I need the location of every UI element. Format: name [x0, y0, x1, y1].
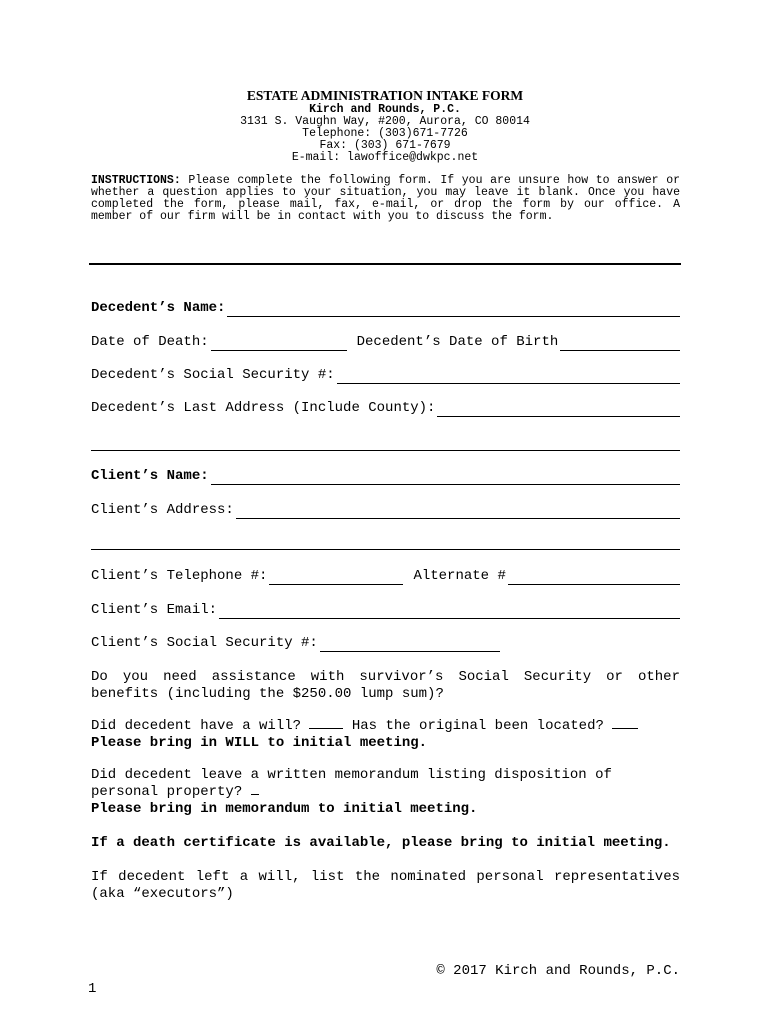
- original-located-question: Has the original been located?: [343, 718, 613, 734]
- bring-memo-note: Please bring in memorandum to initial meeting.: [91, 801, 478, 817]
- decedent-ssn-label: Decedent’s Social Security #:: [91, 367, 335, 383]
- original-located-field[interactable]: [612, 727, 638, 729]
- memo-answer-field[interactable]: [251, 793, 259, 795]
- memo-question: Did decedent leave a written memorandum listing disposition of personal property?: [91, 767, 612, 800]
- decedent-ssn-row: [91, 367, 680, 384]
- client-name-row: [91, 468, 680, 485]
- client-address-row: [91, 502, 680, 519]
- date-of-death-field[interactable]: [211, 336, 347, 351]
- firm-email: E-mail: lawoffice@dwkpc.net: [291, 151, 479, 164]
- client-ssn-field[interactable]: [320, 637, 500, 652]
- page-number: 1: [88, 981, 97, 997]
- death-dates-row: [91, 334, 680, 351]
- client-address-label: Client’s Address:: [91, 502, 234, 518]
- client-phone-row: [91, 568, 680, 585]
- executors-question: If decedent left a will, list the nominated personal representatives (aka “executors”): [91, 869, 680, 902]
- firm-name: Kirch and Rounds, P.C.: [309, 103, 461, 116]
- decedent-address-label: Decedent’s Last Address (Include County):: [91, 400, 436, 416]
- firm-fax: Fax: (303) 671-7679: [319, 139, 451, 152]
- decedent-dob-label: Decedent’s Date of Birth: [356, 334, 559, 350]
- section-divider: [89, 263, 681, 265]
- client-address-field[interactable]: [236, 504, 680, 519]
- client-email-label: Client’s Email:: [91, 602, 218, 618]
- will-answer-field[interactable]: [309, 727, 343, 729]
- client-address-line-2[interactable]: [91, 549, 680, 550]
- decedent-address-line-2[interactable]: [91, 450, 680, 451]
- decedent-ssn-field[interactable]: [337, 369, 680, 384]
- instructions-label: INSTRUCTIONS:: [91, 174, 181, 187]
- firm-address: 3131 S. Vaughn Way, #200, Aurora, CO 80014: [240, 115, 530, 128]
- memo-question-row: [91, 767, 680, 801]
- decedent-name-field[interactable]: [227, 302, 680, 317]
- alternate-phone-field[interactable]: [508, 570, 680, 585]
- decedent-name-label: Decedent’s Name:: [91, 300, 226, 316]
- decedent-address-row: [91, 400, 680, 417]
- will-question-row: [91, 718, 680, 735]
- date-of-death-label: Date of Death:: [91, 334, 209, 350]
- benefits-question: Do you need assistance with survivor’s Social Security or other benefits (including the $250.00 lump sum)?: [91, 669, 680, 702]
- firm-telephone: Telephone: (303)671-7726: [302, 127, 468, 140]
- client-email-row: [91, 602, 680, 619]
- instructions-paragraph: [91, 175, 680, 223]
- will-question: Did decedent have a will?: [91, 718, 310, 734]
- copyright-footer: © 2017 Kirch and Rounds, P.C.: [436, 963, 680, 979]
- alternate-phone-label: Alternate #: [413, 568, 506, 584]
- client-name-field[interactable]: [211, 470, 680, 485]
- instructions-text: Please complete the following form. If you are unsure how to answer or whether a question applies to your situation, you may leave it blank. Once you have completed the form, please mail, fax, e-mail, or drop the form by our office. A member of our firm will be in contact with you to discuss the form.: [91, 174, 680, 223]
- client-ssn-label: Client’s Social Security #:: [91, 635, 318, 651]
- form-header: [0, 88, 770, 164]
- bring-will-note: Please bring in WILL to initial meeting.: [91, 735, 428, 751]
- client-name-label: Client’s Name:: [91, 468, 209, 484]
- form-title: ESTATE ADMINISTRATION INTAKE FORM: [246, 88, 524, 103]
- death-certificate-note: If a death certificate is available, please bring to initial meeting.: [91, 835, 671, 851]
- decedent-name-row: [91, 300, 680, 317]
- client-ssn-row: [91, 635, 680, 652]
- decedent-dob-field[interactable]: [560, 336, 680, 351]
- decedent-address-field[interactable]: [437, 402, 680, 417]
- client-email-field[interactable]: [219, 604, 680, 619]
- client-phone-label: Client’s Telephone #:: [91, 568, 268, 584]
- client-phone-field[interactable]: [269, 570, 403, 585]
